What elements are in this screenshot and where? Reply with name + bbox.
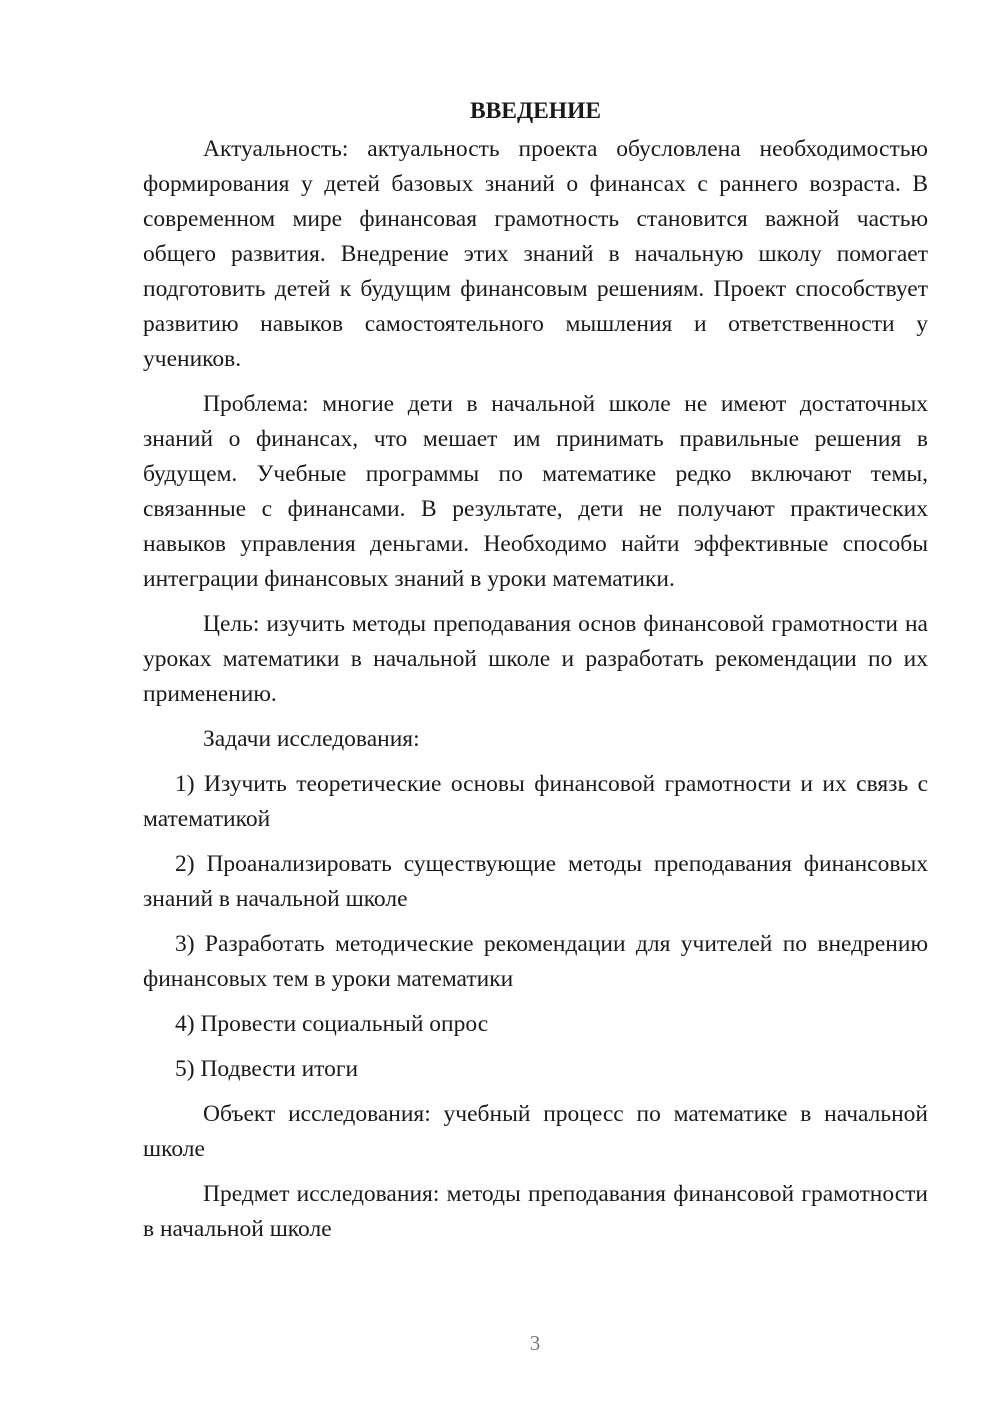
page-number: 3 xyxy=(529,1331,541,1355)
paragraph-goal: Цель: изучить методы преподавания основ финансовой грамотности на уроках математики в начальной школе и разработать рекомендации по их применению. xyxy=(143,611,928,707)
task-item: 3) Разработать методические рекомендации для учителей по внедрению финансовых тем в уроки математики xyxy=(143,931,928,992)
tasks-heading: Задачи исследования: xyxy=(203,726,420,752)
paragraph-problem: Проблема: многие дети в начальной школе не имеют достаточных знаний о финансах, что мешает им принимать правильные решения в будущем. Учебные программы по математике редко включают темы, связанные с финансами. В результате, дети не получают практических навыков управления деньгами. Необходимо найти эффективные способы интеграции финансовых знаний в уроки математики. xyxy=(143,391,928,592)
paragraph-object: Объект исследования: учебный процесс по математике в начальной школе xyxy=(143,1101,928,1162)
page-title: ВВЕДЕНИЕ xyxy=(469,98,602,124)
task-item: 4) Провести социальный опрос xyxy=(175,1011,489,1037)
task-item: 2) Проанализировать существующие методы преподавания финансовых знаний в начальной школе xyxy=(143,851,928,912)
paragraph-subject: Предмет исследования: методы преподавания финансовой грамотности в начальной школе xyxy=(143,1181,928,1242)
task-item: 1) Изучить теоретические основы финансовой грамотности и их связь с математикой xyxy=(143,771,928,832)
task-item: 5) Подвести итоги xyxy=(175,1056,359,1082)
document-body xyxy=(143,92,928,1247)
paragraph-relevance: Актуальность: актуальность проекта обусловлена необходимостью формирования у детей базовых знаний о финансах с раннего возраста. В современном мире финансовая грамотность становится важной частью общего развития. Внедрение этих знаний в начальную школу помогает подготовить детей к будущим финансовым решениям. Проект способствует развитию навыков самостоятельного мышления и ответственности у учеников. xyxy=(143,136,928,372)
